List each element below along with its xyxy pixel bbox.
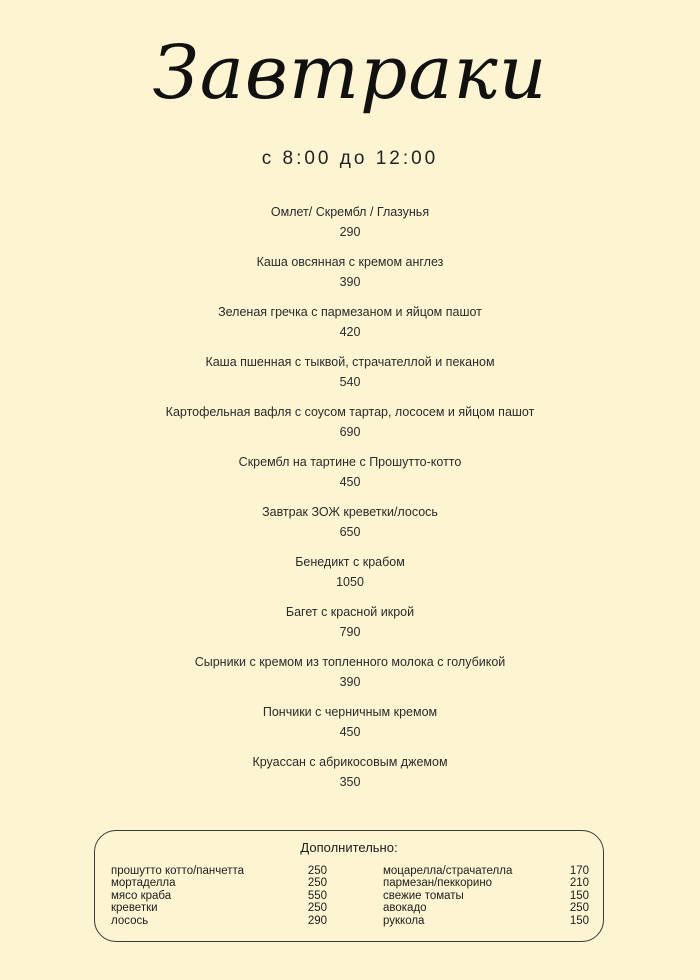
serving-hours: с 8:00 до 12:00	[261, 148, 439, 169]
extras-item-name: пармезан/пеккорино	[383, 877, 493, 890]
extras-item	[383, 902, 589, 914]
menu-item-name: Багет с красной икрой	[285, 605, 415, 619]
menu-item-name: Пончики с черничным кремом	[262, 705, 438, 719]
menu-item-name: Завтрак ЗОЖ креветки/лосось	[262, 505, 438, 519]
menu-item	[0, 452, 700, 502]
menu-item-price: 450	[339, 475, 361, 489]
menu-item-name: Сырники с кремом из топленного молока с голубикой	[194, 655, 506, 669]
extras-item-price: 150	[569, 914, 589, 927]
menu-item-price: 390	[339, 275, 361, 289]
extras-item	[383, 890, 589, 902]
menu-item-price: 790	[339, 625, 361, 639]
menu-item	[0, 752, 700, 802]
menu-item-price: 1050	[336, 575, 364, 589]
menu-item	[0, 552, 700, 602]
menu-item	[0, 252, 700, 302]
menu-item-price: 350	[339, 775, 361, 789]
menu-item-price: 690	[339, 425, 361, 439]
extras-item	[111, 902, 327, 914]
extras-item	[383, 877, 589, 889]
extras-item	[383, 865, 589, 877]
extras-item-name: прошутто котто/панчетта	[111, 865, 245, 877]
menu-item-name: Каша пшенная с тыквой, страчателлой и пеканом	[205, 355, 495, 369]
menu-item	[0, 502, 700, 552]
extras-item	[383, 915, 589, 927]
extras-item	[111, 865, 327, 877]
menu-item-price: 290	[339, 225, 361, 239]
extras-item-name: мясо краба	[111, 889, 172, 902]
menu-item-name: Скрембл на тартине с Прошутто-котто	[238, 455, 462, 469]
extras-item-price: 250	[307, 877, 327, 890]
extras-item-name: моцарелла/страчателла	[383, 865, 513, 877]
menu-item-name: Бенедикт с крабом	[295, 555, 405, 569]
menu-item	[0, 402, 700, 452]
extras-item-name: руккола	[383, 914, 425, 927]
menu-item-name: Зеленая гречка с пармезаном и яйцом пашот	[218, 305, 482, 319]
menu-item-name: Каша овсянная с кремом англез	[256, 255, 444, 269]
extras-title: Дополнительно:	[300, 840, 398, 855]
extras-item-name: авокадо	[383, 902, 427, 915]
extras-item-name: креветки	[111, 902, 158, 915]
extras-item-price: 250	[569, 902, 589, 915]
menu-item	[0, 202, 700, 252]
extras-item-price: 290	[307, 914, 327, 927]
menu-item	[0, 702, 700, 752]
extras-item	[111, 890, 327, 902]
menu-item-price: 390	[339, 675, 361, 689]
extras-item-price: 210	[569, 877, 589, 890]
menu-item	[0, 602, 700, 652]
extras-item-price: 150	[569, 889, 589, 902]
menu-item-name: Круассан с абрикосовым джемом	[252, 755, 448, 769]
extras-item-name: свежие томаты	[383, 889, 464, 902]
extras-box	[94, 830, 604, 942]
menu-item-price: 540	[339, 375, 361, 389]
menu-item	[0, 352, 700, 402]
menu-item-name: Омлет/ Скрембл / Глазунья	[270, 205, 430, 219]
menu-item-price: 650	[339, 525, 361, 539]
extras-item-price: 250	[307, 902, 327, 915]
breakfast-menu-list	[0, 202, 700, 802]
menu-title: Завтраки	[152, 30, 548, 116]
extras-item	[111, 915, 327, 927]
extras-left-column	[111, 865, 327, 927]
menu-item-name: Картофельная вафля с соусом тартар, лососем и яйцом пашот	[165, 405, 535, 419]
menu-item	[0, 652, 700, 702]
menu-item-price: 450	[339, 725, 361, 739]
extras-item-name: лосось	[111, 914, 149, 927]
extras-item-name: мортаделла	[111, 877, 176, 890]
extras-item-price: 170	[569, 865, 589, 877]
extras-item-price: 250	[307, 865, 327, 877]
extras-right-column	[383, 865, 589, 927]
extras-item-price: 550	[307, 889, 327, 902]
menu-item-price: 420	[339, 325, 361, 339]
menu-item	[0, 302, 700, 352]
extras-item	[111, 877, 327, 889]
